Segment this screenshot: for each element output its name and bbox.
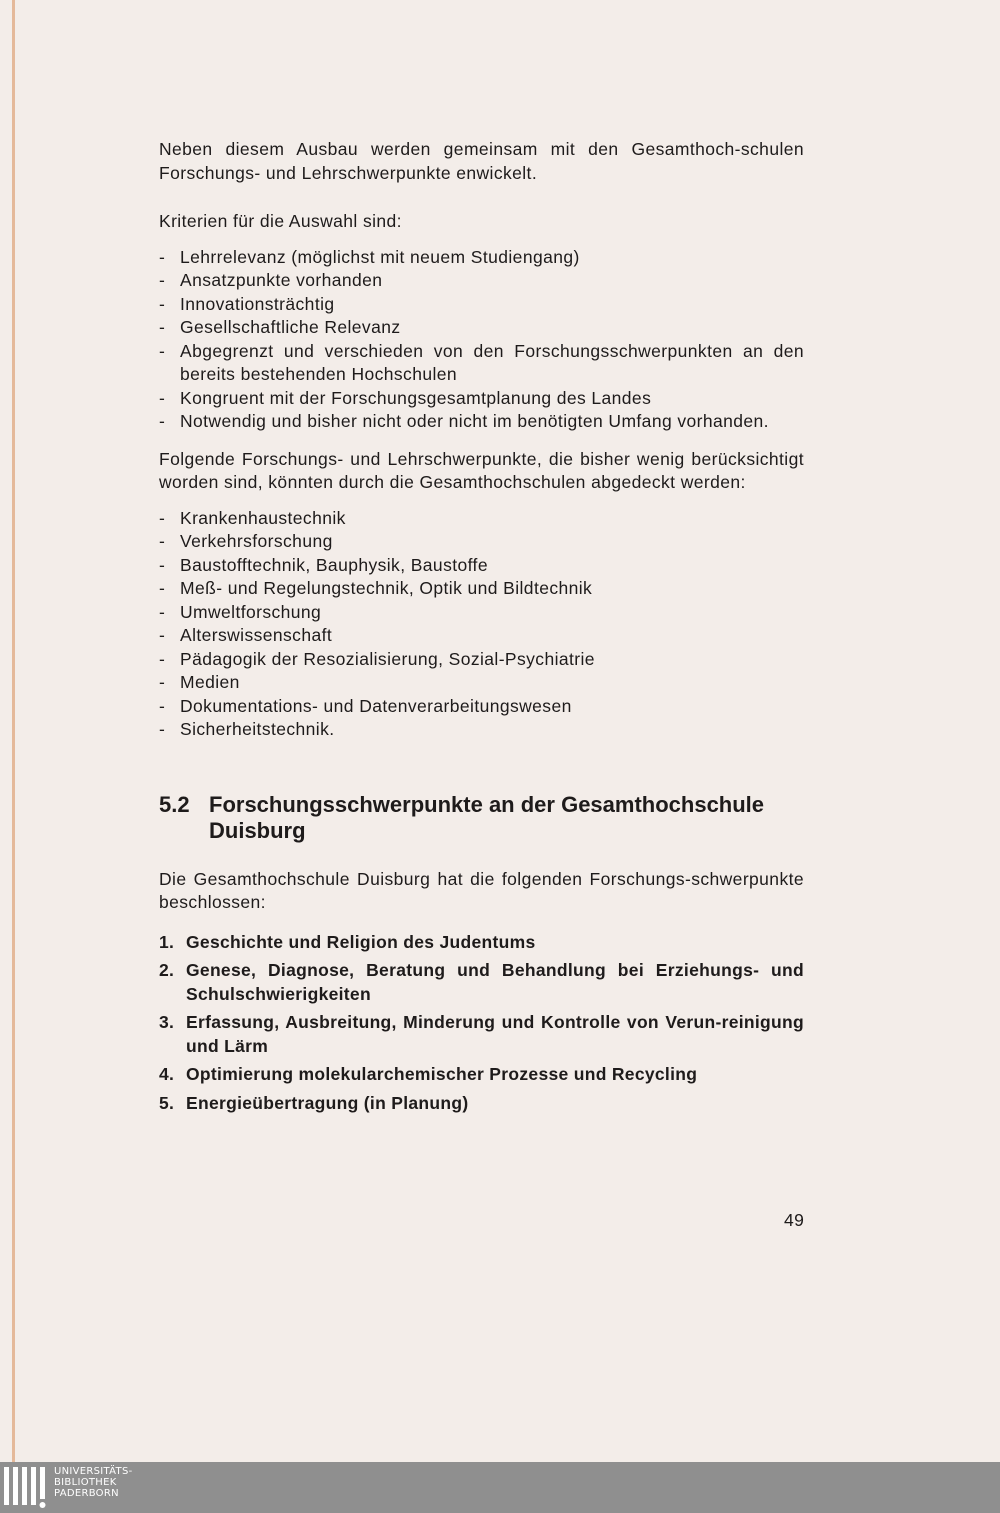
criteria-heading: Kriterien für die Auswahl sind: (159, 211, 402, 231)
dash-marker: - (159, 293, 166, 314)
intro-paragraph: Neben diesem Ausbau werden gemeinsam mit den Gesamthoch-schulen Forschungs- und Lehrschwerpunkte enwickelt. (159, 139, 804, 183)
list-item (159, 695, 804, 719)
list-item-text: Dokumentations- und Datenverarbeitungswesen (180, 695, 572, 716)
dash-marker: - (159, 340, 166, 361)
list-item (159, 293, 804, 317)
criteria-list (159, 246, 804, 434)
list-item (159, 1011, 804, 1058)
list-number: 1. (159, 931, 175, 952)
list-item (159, 1063, 804, 1087)
logo-line: PADERBORN (54, 1488, 119, 1499)
list-item (159, 269, 804, 293)
dash-marker: - (159, 625, 166, 645)
dash-marker: - (159, 531, 166, 551)
topics-list (159, 507, 804, 742)
priorities-list (159, 931, 804, 1116)
list-item (159, 601, 804, 625)
list-item (159, 648, 804, 672)
page-content (159, 138, 804, 1120)
list-item-text: Meß- und Regelungstechnik, Optik und Bildtechnik (180, 578, 593, 598)
list-item (159, 931, 804, 955)
page-edge (12, 0, 15, 1462)
dash-marker: - (159, 578, 166, 598)
page-number: 49 (784, 1210, 805, 1230)
list-item-text: Erfassung, Ausbreitung, Minderung und Kontrolle von Verun-reinigung und Lärm (186, 1012, 804, 1056)
library-footer (0, 1462, 1000, 1513)
logo-line: BIBLIOTHEK (54, 1477, 117, 1488)
list-item (159, 316, 804, 340)
list-item-text: Umweltforschung (180, 601, 322, 622)
list-item-text: Sicherheitstechnik. (180, 719, 335, 739)
list-item-text: Verkehrsforschung (180, 531, 333, 551)
list-item (159, 671, 804, 695)
duisburg-intro-paragraph: Die Gesamthochschule Duisburg hat die folgenden Forschungs-schwerpunkte beschlossen: (159, 868, 804, 912)
list-item (159, 554, 804, 578)
list-item-text: Energieübertragung (in Planung) (186, 1092, 469, 1113)
list-item-text: Alterswissenschaft (180, 625, 333, 645)
list-item (159, 1092, 804, 1116)
list-item (159, 340, 804, 387)
list-item-text: Ansatzpunkte vorhanden (180, 270, 383, 290)
dash-marker: - (159, 601, 166, 622)
followup-paragraph: Folgende Forschungs- und Lehrschwerpunkte, die bisher wenig berücksichtigt worden sind, könnten durch die Gesamthochschulen abgedeckt werden: (159, 448, 804, 492)
list-item-text: Baustofftechnik, Bauphysik, Baustoffe (180, 554, 488, 575)
list-item-text: Optimierung molekularchemischer Prozesse und Recycling (186, 1064, 698, 1084)
dash-marker: - (159, 387, 166, 408)
list-item-text: Innovationsträchtig (180, 293, 335, 314)
list-item (159, 410, 804, 434)
dash-marker: - (159, 270, 166, 290)
list-item-text: Notwendig und bisher nicht oder nicht im benötigten Umfang vorhanden. (180, 411, 769, 431)
list-item (159, 246, 804, 270)
list-item-text: Geschichte und Religion des Judentums (186, 931, 536, 952)
section-number: 5.2 (159, 791, 190, 817)
list-item-text: Genese, Diagnose, Beratung und Behandlung bei Erziehungs- und Schulschwierigkeiten (186, 960, 804, 1004)
section-heading (159, 792, 804, 844)
list-item-text: Abgegrenzt und verschieden von den Forschungsschwerpunkten an den bereits bestehenden Hochschulen (180, 340, 804, 384)
list-item-text: Pädagogik der Resozialisierung, Sozial-Psychiatrie (180, 648, 595, 669)
dash-marker: - (159, 507, 166, 528)
dash-marker: - (159, 648, 166, 669)
dash-marker: - (159, 554, 166, 575)
list-number: 2. (159, 960, 175, 980)
library-logo-text (54, 1466, 133, 1499)
list-item (159, 718, 804, 742)
list-item-text: Medien (180, 672, 240, 692)
dash-marker: - (159, 317, 166, 337)
list-item (159, 530, 804, 554)
list-item (159, 507, 804, 531)
list-item-text: Kongruent mit der Forschungsgesamtplanung des Landes (180, 387, 652, 408)
list-item (159, 577, 804, 601)
dash-marker: - (159, 411, 166, 431)
list-item (159, 959, 804, 1006)
list-number: 4. (159, 1064, 175, 1084)
list-item-text: Krankenhaustechnik (180, 507, 346, 528)
dash-marker: - (159, 695, 166, 716)
library-bars-icon (3, 1465, 49, 1509)
list-item-text: Lehrrelevanz (möglichst mit neuem Studiengang) (180, 246, 580, 267)
list-item (159, 387, 804, 411)
list-number: 3. (159, 1012, 175, 1032)
list-item (159, 624, 804, 648)
dash-marker: - (159, 246, 166, 267)
dash-marker: - (159, 719, 166, 739)
section-title: Forschungsschwerpunkte an der Gesamthochschule Duisburg (209, 791, 765, 843)
list-number: 5. (159, 1092, 175, 1113)
dash-marker: - (159, 672, 166, 692)
list-item-text: Gesellschaftliche Relevanz (180, 317, 401, 337)
logo-line: UNIVERSITÄTS- (54, 1466, 133, 1477)
